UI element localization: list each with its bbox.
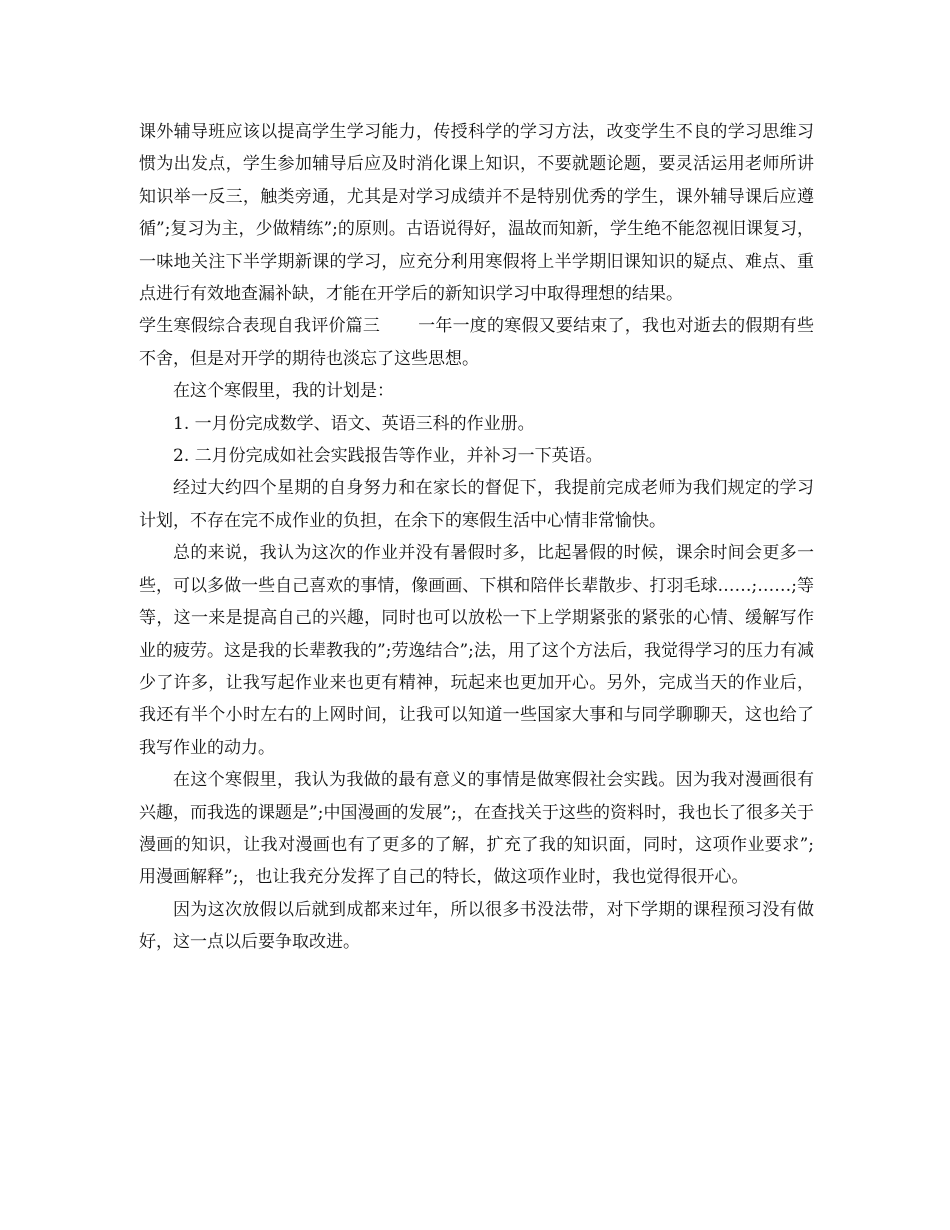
section-title: 学生寒假综合表现自我评价篇三 <box>139 316 381 337</box>
document-body <box>139 116 814 959</box>
paragraph-section-intro <box>139 310 814 375</box>
list-item-february: 2. 二月份完成如社会实践报告等作业，并补习一下英语。 <box>173 446 603 467</box>
paragraph-improvement: 因为这次放假以后就到成都来过年，所以很多书没法带，对下学期的课程预习没有做好，这一点以后要争取改进。 <box>139 899 814 953</box>
paragraph-social-practice: 在这个寒假里，我认为我做的最有意义的事情是做寒假社会实践。因为我对漫画很有兴趣，而我选的课题是”;中国漫画的发展”;，在查找关于这些的资料时，我也长了很多关于漫画的知识，让我对漫画也有了更多的了解，扩充了我的知识面，同时，这项作业要求”;用漫画解释”;，也让我充分发挥了自己的特长，做这项作业时，我也觉得很开心。 <box>139 770 814 888</box>
paragraph-tutoring: 课外辅导班应该以提高学生学习能力，传授科学的学习方法，改变学生不良的学习思维习惯为出发点，学生参加辅导后应及时消化课上知识，不要就题论题，要灵活运用老师所讲知识举一反三，触类旁通，尤其是对学习成绩并不是特别优秀的学生，课外辅导课后应遵循”;复习为主，少做精练”;的原则。古语说得好，温故而知新，学生绝不能忽视旧课复习，一味地关注下半学期新课的学习，应充分利用寒假将上半学期旧课知识的疑点、难点、重点进行有效地查漏补缺，才能在开学后的新知识学习中取得理想的结果。 <box>139 122 814 305</box>
paragraph-progress: 经过大约四个星期的自身努力和在家长的督促下，我提前完成老师为我们规定的学习计划，不存在完不成作业的负担，在余下的寒假生活中心情非常愉快。 <box>139 478 814 531</box>
list-item-january: 1. 一月份完成数学、语文、英语三科的作业册。 <box>173 413 535 434</box>
paragraph-summary: 总的来说，我认为这次的作业并没有暑假时多，比起暑假的时候，课余时间会更多一些，可以多做一些自己喜欢的事情，像画画、下棋和陪伴长辈散步、打羽毛球……;……;等等，这一来是提高自己的兴趣，同时也可以放松一下上学期紧张的紧张的心情、缓解写作业的疲劳。这是我的长辈教我的”;劳逸结合”;法，用了这个方法后，我觉得学习的压力有减少了许多，让我写起作业来也更有精神，玩起来也更加开心。另外，完成当天的作业后，我还有半个小时左右的上网时间，让我可以知道一些国家大事和与同学聊聊天，这也给了我写作业的动力。 <box>139 543 814 758</box>
paragraph-plan-intro: 在这个寒假里，我的计划是： <box>173 381 394 402</box>
paragraph-holiday-end: 一年一度的寒假又要结束了，我也对逝去的假期有些不舍，但是对开学的期待也淡忘了这些思想。 <box>139 316 815 369</box>
